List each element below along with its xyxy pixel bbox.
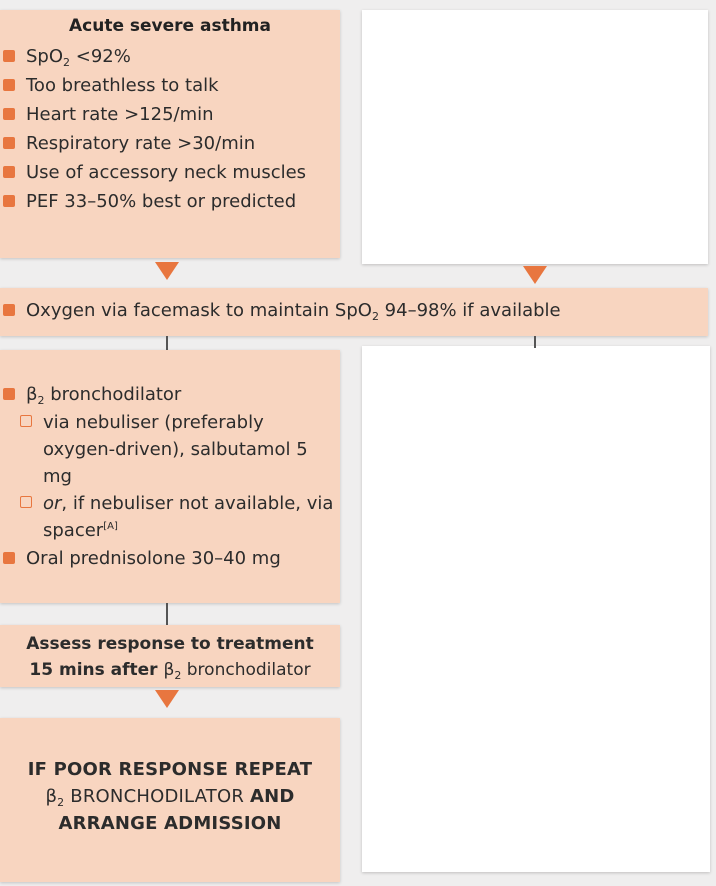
right-panel-bottom xyxy=(362,346,710,872)
repeat-line-3: ARRANGE ADMISSION xyxy=(58,813,282,834)
repeat-admission-box xyxy=(0,718,340,882)
bullet-icon xyxy=(3,50,15,62)
hollow-bullet-icon xyxy=(20,415,32,427)
acute-severe-asthma-title: Acute severe asthma xyxy=(68,16,271,36)
assess-box xyxy=(0,625,340,687)
treatment-list xyxy=(0,350,340,573)
bullet-icon xyxy=(3,552,15,564)
bullet-icon xyxy=(3,108,15,120)
connector-line xyxy=(534,336,536,348)
bullet-icon xyxy=(3,388,15,400)
assess-line-2: 15 mins after $\beta_2$ bronchodilator xyxy=(29,660,311,682)
criteria-heart-rate: Heart rate >125/min xyxy=(3,100,340,129)
oxygen-text: Oxygen via facemask to maintain SpO$_2$ 94–98% if available xyxy=(0,288,708,325)
bullet-icon xyxy=(3,79,15,91)
criteria-respiratory-rate: Respiratory rate >30/min xyxy=(3,129,340,158)
arrow-down-icon xyxy=(155,262,179,280)
criteria-breathless: Too breathless to talk xyxy=(3,71,340,100)
criteria-accessory-muscles: Use of accessory neck muscles xyxy=(3,158,340,187)
criteria-pef: PEF 33–50% best or predicted xyxy=(3,187,340,216)
treatment-spacer: or, if nebuliser not available, via spacer[A] xyxy=(3,490,340,544)
right-panel-top xyxy=(362,10,708,264)
arrow-down-icon xyxy=(523,266,547,284)
treatment-box xyxy=(0,350,340,603)
arrow-down-icon xyxy=(155,690,179,708)
bullet-icon xyxy=(3,304,15,316)
criteria-spo2: SpO$_2$ <92% xyxy=(3,42,340,71)
acute-criteria-list xyxy=(0,36,340,216)
treatment-prednisolone: Oral prednisolone 30–40 mg xyxy=(3,544,340,573)
bullet-icon xyxy=(3,137,15,149)
connector-line xyxy=(166,336,168,350)
hollow-bullet-icon xyxy=(20,496,32,508)
repeat-line-1: IF POOR RESPONSE REPEAT xyxy=(27,759,313,780)
treatment-bronchodilator: $\beta_2$ bronchodilator xyxy=(3,380,340,409)
oxygen-bar xyxy=(0,288,708,336)
bullet-icon xyxy=(3,166,15,178)
acute-severe-asthma-box xyxy=(0,10,340,258)
bullet-icon xyxy=(3,195,15,207)
treatment-nebuliser: via nebuliser (preferably oxygen-driven), salbutamol 5 mg xyxy=(3,409,340,490)
connector-line xyxy=(166,603,168,625)
repeat-line-2: $\beta_2$ BRONCHODILATOR AND xyxy=(45,786,295,809)
assess-line-1: Assess response to treatment xyxy=(26,634,314,654)
